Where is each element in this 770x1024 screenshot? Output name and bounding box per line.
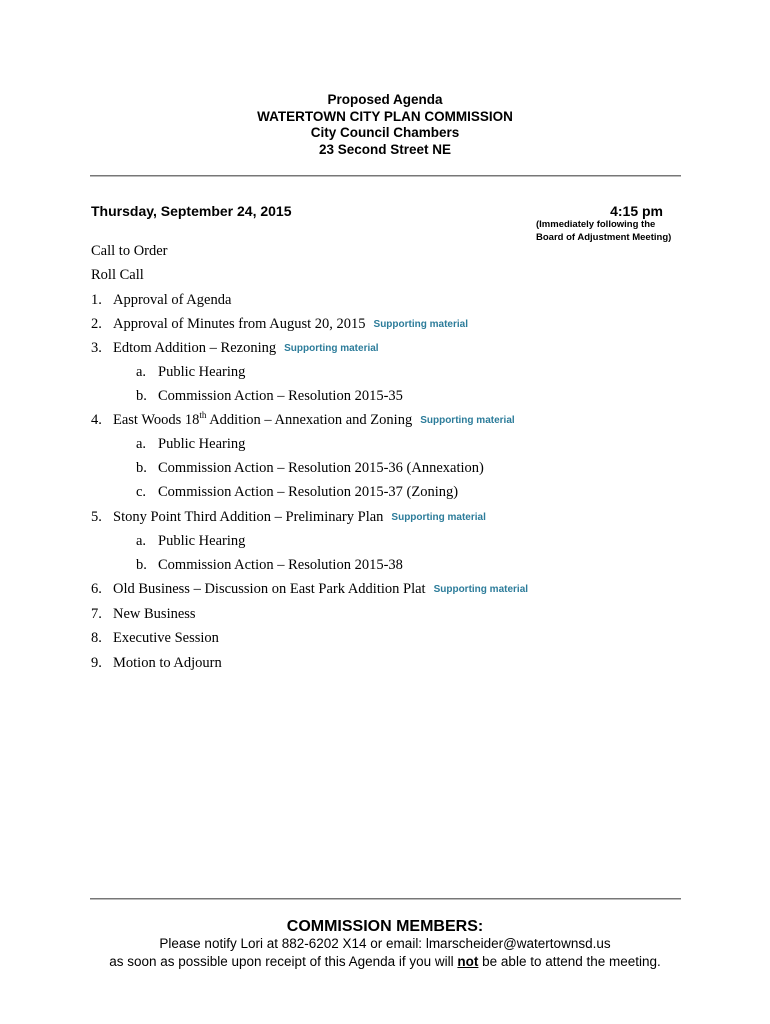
subitem-text: Public Hearing: [158, 436, 246, 452]
agenda-subitem: [136, 460, 484, 477]
item-number: 3.: [91, 340, 102, 356]
subitem-letter: a.: [136, 436, 147, 452]
roll-call: Roll Call: [91, 267, 144, 283]
subitem-letter: b.: [136, 460, 147, 476]
item-number: 2.: [91, 316, 102, 332]
supporting-material-link[interactable]: Supporting material: [284, 343, 379, 354]
subitem-text: Commission Action – Resolution 2015-37 (Zoning): [158, 484, 459, 500]
agenda-item-4: [91, 412, 515, 429]
call-to-order: Call to Order: [91, 243, 168, 259]
header-title: Proposed Agenda: [327, 92, 443, 107]
subitem-text: Commission Action – Resolution 2015-38: [158, 557, 403, 573]
notify-line: Please notify Lori at 882-6202 X14 or email: lmarscheider@watertownsd.us: [159, 936, 611, 951]
header-location: City Council Chambers: [310, 125, 460, 140]
bottom-divider: [90, 898, 681, 900]
subitem-letter: a.: [136, 533, 147, 549]
supporting-material-link[interactable]: Supporting material: [433, 584, 529, 595]
time-note-line-1: (Immediately following the: [536, 219, 656, 230]
agenda-subitem: [136, 484, 458, 501]
header-address: 23 Second Street NE: [318, 141, 452, 157]
item-number: 6.: [91, 581, 102, 597]
subitem-letter: b.: [136, 557, 147, 573]
item-number: 8.: [91, 630, 102, 646]
subitem-text: Commission Action – Resolution 2015-35: [158, 388, 403, 404]
item-text-start: East Woods 18: [113, 412, 200, 428]
time-note-line-2: Board of Adjustment Meeting): [536, 231, 672, 243]
agenda-item-8: [91, 630, 219, 647]
meeting-time-note: [536, 219, 671, 244]
agenda-subitem: [136, 533, 245, 550]
item-number: 9.: [91, 655, 102, 671]
agenda-item-1: [91, 292, 231, 309]
item-text: Stony Point Third Addition – Preliminary Plan: [113, 509, 384, 525]
item-text: Approval of Agenda: [113, 292, 232, 308]
supporting-material-link[interactable]: Supporting material: [373, 319, 468, 330]
agenda-subitem: [136, 557, 403, 574]
item-text: Approval of Minutes from August 20, 2015: [113, 316, 366, 332]
ordinal-suffix: th: [199, 410, 207, 421]
meeting-date: Thursday, September 24, 2015: [91, 203, 292, 219]
item-text: New Business: [113, 606, 196, 622]
agenda-item-5: [91, 509, 486, 526]
top-divider: [90, 175, 681, 177]
subitem-text: Public Hearing: [158, 533, 246, 549]
attendance-line: [0, 954, 770, 969]
attendance-text-end: be able to attend the meeting.: [478, 954, 661, 969]
subitem-letter: a.: [136, 364, 147, 380]
supporting-material-link[interactable]: Supporting material: [420, 415, 515, 426]
subitem-text: Commission Action – Resolution 2015-36 (Annexation): [158, 460, 484, 476]
item-text: Executive Session: [113, 630, 219, 646]
item-text: Old Business – Discussion on East Park Addition Plat: [113, 581, 426, 597]
agenda-item-2: [91, 316, 468, 333]
item-number: 5.: [91, 509, 102, 525]
item-number: 1.: [91, 292, 102, 308]
item-number: 7.: [91, 606, 102, 622]
subitem-text: Public Hearing: [158, 364, 246, 380]
item-number: 4.: [91, 412, 102, 428]
subitem-letter: c.: [136, 484, 147, 500]
item-text-end: Addition – Annexation and Zoning: [206, 412, 413, 428]
agenda-item-7: [91, 606, 196, 623]
subitem-letter: b.: [136, 388, 147, 404]
agenda-subitem: [136, 364, 245, 381]
meeting-time: 4:15 pm: [610, 203, 663, 219]
agenda-item-3: [91, 340, 379, 357]
agenda-subitem: [136, 388, 403, 405]
agenda-item-6: [91, 581, 528, 598]
commission-members-title: COMMISSION MEMBERS:: [286, 918, 484, 935]
agenda-item-9: [91, 655, 222, 672]
item-text: Motion to Adjourn: [113, 655, 222, 671]
emphasis-not: not: [457, 954, 479, 969]
agenda-subitem: [136, 436, 245, 453]
item-text: Edtom Addition – Rezoning: [113, 340, 277, 356]
header-organization: WATERTOWN CITY PLAN COMMISSION: [257, 108, 513, 124]
agenda-header: [0, 92, 770, 158]
attendance-text-start: as soon as possible upon receipt of this Agenda if you will: [109, 954, 458, 969]
supporting-material-link[interactable]: Supporting material: [391, 512, 486, 523]
